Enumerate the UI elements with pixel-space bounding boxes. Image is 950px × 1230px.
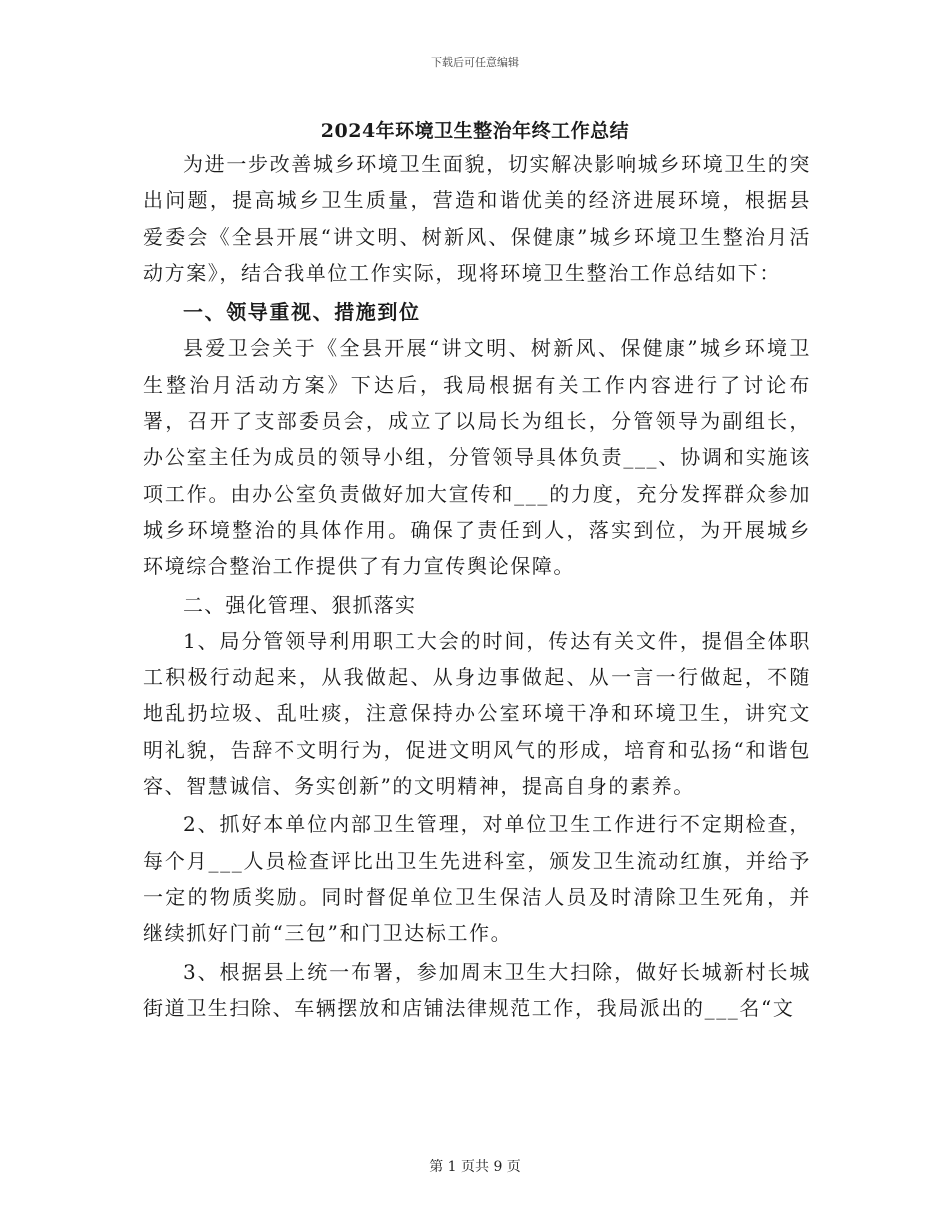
section-1-paragraph: 县爱卫会关于《全县开展“讲文明、树新风、保健康”城乡环境卫生整治月活动方案》下达后，我局根据有关工作内容进行了讨论布署，召开了支部委员会，成立了以局长为组长，分管领导为副组长，办公室主任为成员的领导小组，分管领导具体负责___、协调和实施该项工作。由办公室负责做好加大宣传和___的力度，充分发挥群众参加城乡环境整治的具体作用。确保了责任到人，落实到位，为开展城乡环境综合整治工作提供了有力宣传舆论保障。 (143, 336, 811, 579)
item-2-paragraph: 2、抓好本单位内部卫生管理，对单位卫生工作进行不定期检查，每个月___人员检查评比出卫生先进科室，颁发卫生流动红旗，并给予一定的物质奖励。同时督促单位卫生保洁人员及时清除卫生死角，并继续抓好门前“三包”和门卫达标工作。 (143, 812, 811, 946)
intro-paragraph: 为进一步改善城乡环境卫生面貌，切实解决影响城乡环境卫生的突出问题，提高城乡卫生质量，营造和谐优美的经济进展环境，根据县爱委会《全县开展“讲文明、树新风、保健康”城乡环境卫生整治月活动方案》，结合我单位工作实际，现将环境卫生整治工作总结如下： (143, 152, 811, 285)
document-title: 2024年环境卫生整治年终工作总结 (320, 120, 630, 142)
section-1-heading: 一、领导重视、措施到位 (183, 300, 421, 325)
document-body (143, 146, 811, 1026)
item-1-paragraph: 1、局分管领导利用职工大会的时间，传达有关文件，提倡全体职工积极行动起来，从我做起、从身边事做起、从一言一行做起，不随地乱扔垃圾、乱吐痰，注意保持办公室环境干净和环境卫生，讲究文明礼貌，告辞不文明行为，促进文明风气的形成，培育和弘扬“和谐包容、智慧诚信、务实创新”的文明精神，提高自身的素养。 (143, 628, 811, 799)
item-3-paragraph: 3、根据县上统一布署，参加周末卫生大扫除，做好长城新村长城街道卫生扫除、车辆摆放和店铺法律规范工作，我局派出的___名“文 (143, 959, 811, 1020)
page-header: 下载后可任意编辑 (431, 56, 519, 69)
section-2-heading: 二、强化管理、狠抓落实 (183, 592, 417, 617)
page-footer: 第 1 页共 9 页 (429, 1159, 521, 1175)
